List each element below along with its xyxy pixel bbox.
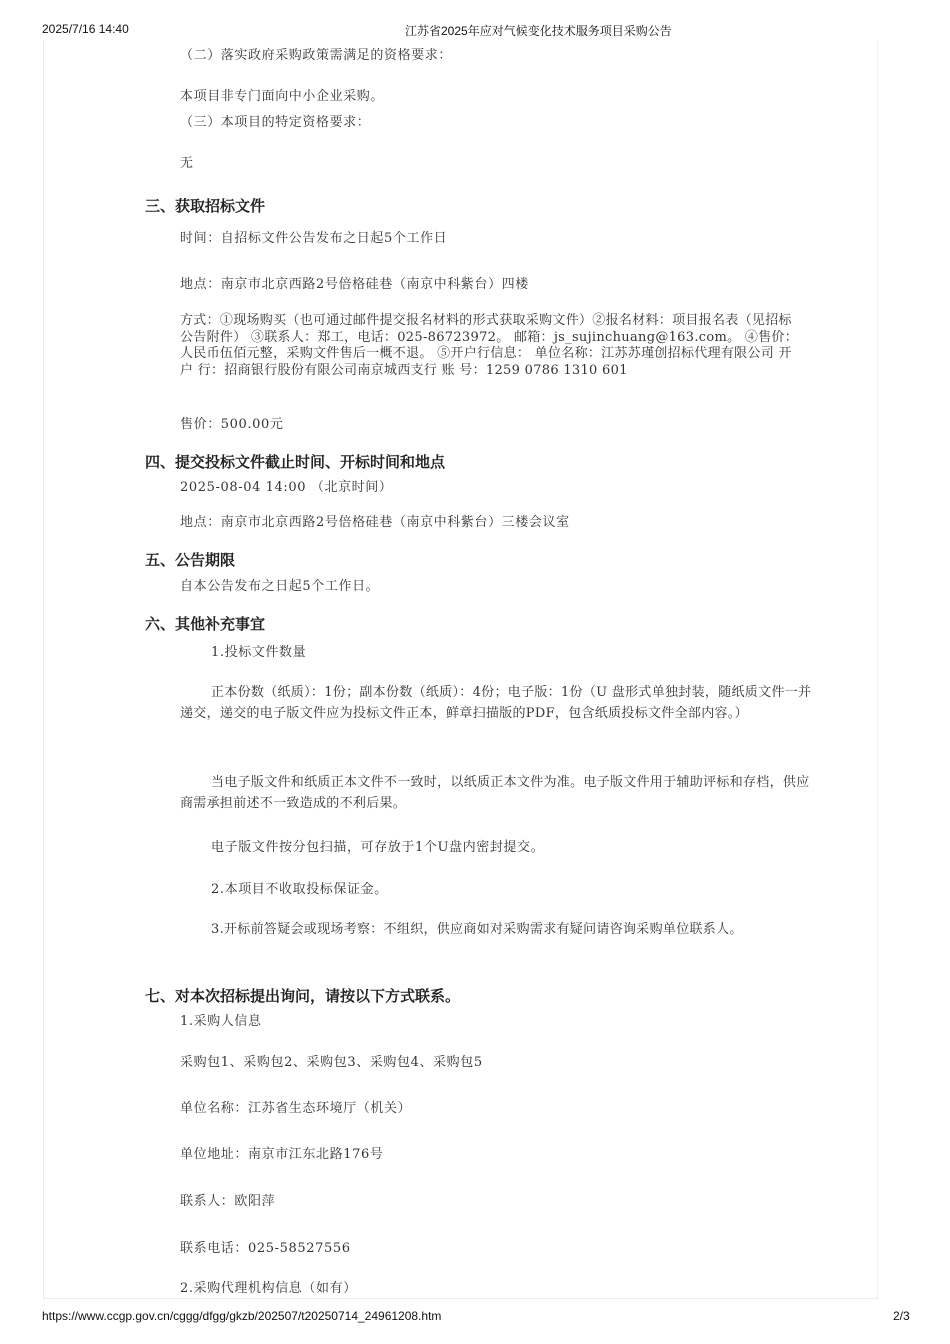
page-number: 2/3	[893, 1309, 910, 1323]
content-border-right	[877, 40, 878, 1300]
buyer-phone: 联系电话：025-58527556	[180, 1241, 351, 1256]
special-qualification-heading: （三）本项目的特定资格要求：	[180, 115, 371, 130]
section-6-heading: 六、其他补充事宜	[145, 615, 266, 633]
buyer-packages: 采购包1、采购包2、采购包3、采购包4、采购包5	[180, 1055, 483, 1070]
document-price: 售价：500.00元	[180, 417, 284, 432]
buyer-unit-address: 单位地址：南京市江东北路176号	[180, 1147, 384, 1162]
buyer-unit-name: 单位名称：江苏省生态环境厅（机关）	[180, 1101, 412, 1116]
page-url[interactable]: https://www.ccgp.gov.cn/cggg/dfgg/gkzb/202507/t20250714_24961208.htm	[42, 1309, 442, 1323]
section-5-heading: 五、公告期限	[145, 551, 236, 569]
no-deposit-note: 2.本项目不收取投标保证金。	[211, 882, 388, 897]
section-4-heading: 四、提交投标文件截止时间、开标时间和地点	[145, 453, 446, 471]
content-border-bottom	[43, 1298, 878, 1299]
usb-note: 电子版文件按分包扫描，可存放于1个U盘内密封提交。	[211, 840, 545, 855]
document-time: 时间：自招标文件公告发布之日起5个工作日	[180, 231, 448, 246]
policy-qualification-heading: （二）落实政府采购政策需满足的资格要求：	[180, 48, 453, 63]
bid-copies-title: 1.投标文件数量	[211, 645, 307, 660]
bid-place: 地点：南京市北京西路2号倍格硅巷（南京中科紫台）三楼会议室	[180, 515, 570, 530]
section-3-heading: 三、获取招标文件	[145, 197, 266, 215]
section-7-heading: 七、对本次招标提出询问，请按以下方式联系。	[145, 987, 461, 1005]
document-method: 方式：①现场购买（也可通过邮件提交报名材料的形式获取采购文件）②报名材料：项目报名表（见招标公告附件） ③联系人：郑工，电话：025-86723972。 邮箱：js_sujinchuang@163.com。 ④售价：人民币伍佰元整，采购文件售后一概不退。 ⑤开户行信息： 单位名称：江苏苏瑾创招标代理有限公司 开 户 行：招商银行股份有限公司南京城西支行 账 号：1259 0786 1310 601	[180, 313, 799, 378]
buyer-contact: 联系人：欧阳萍	[180, 1194, 276, 1209]
print-datetime: 2025/7/16 14:40	[42, 22, 129, 36]
bid-copies-note: 当电子版文件和纸质正本文件不一致时，以纸质正本文件为准。电子版文件用于辅助评标和存档，供应商需承担前述不一致造成的不利后果。	[180, 775, 810, 811]
policy-qualification-text: 本项目非专门面向中小企业采购。	[180, 89, 385, 104]
agency-info-title: 2.采购代理机构信息（如有）	[180, 1281, 357, 1296]
document-place: 地点：南京市北京西路2号倍格硅巷（南京中科紫台）四楼	[180, 277, 529, 292]
bid-copies-text: 正本份数（纸质）：1份；副本份数（纸质）：4份；电子版：1份（U 盘形式单独封装，随纸质文件一并递交，递交的电子版文件应为投标文件正本，鲜章扫描版的PDF，包含纸质投标文件全部内容。）	[180, 685, 812, 721]
site-visit-note: 3.开标前答疑会或现场考察：不组织，供应商如对采购需求有疑问请咨询采购单位联系人。	[211, 922, 743, 937]
content-border-left	[43, 40, 44, 1300]
buyer-info-title: 1.采购人信息	[180, 1014, 262, 1029]
special-qualification-text: 无	[180, 156, 194, 171]
announcement-period: 自本公告发布之日起5个工作日。	[180, 579, 380, 594]
bid-deadline: 2025-08-04 14:00 （北京时间）	[180, 480, 393, 495]
print-page-title: 江苏省2025年应对气候变化技术服务项目采购公告	[405, 24, 672, 38]
